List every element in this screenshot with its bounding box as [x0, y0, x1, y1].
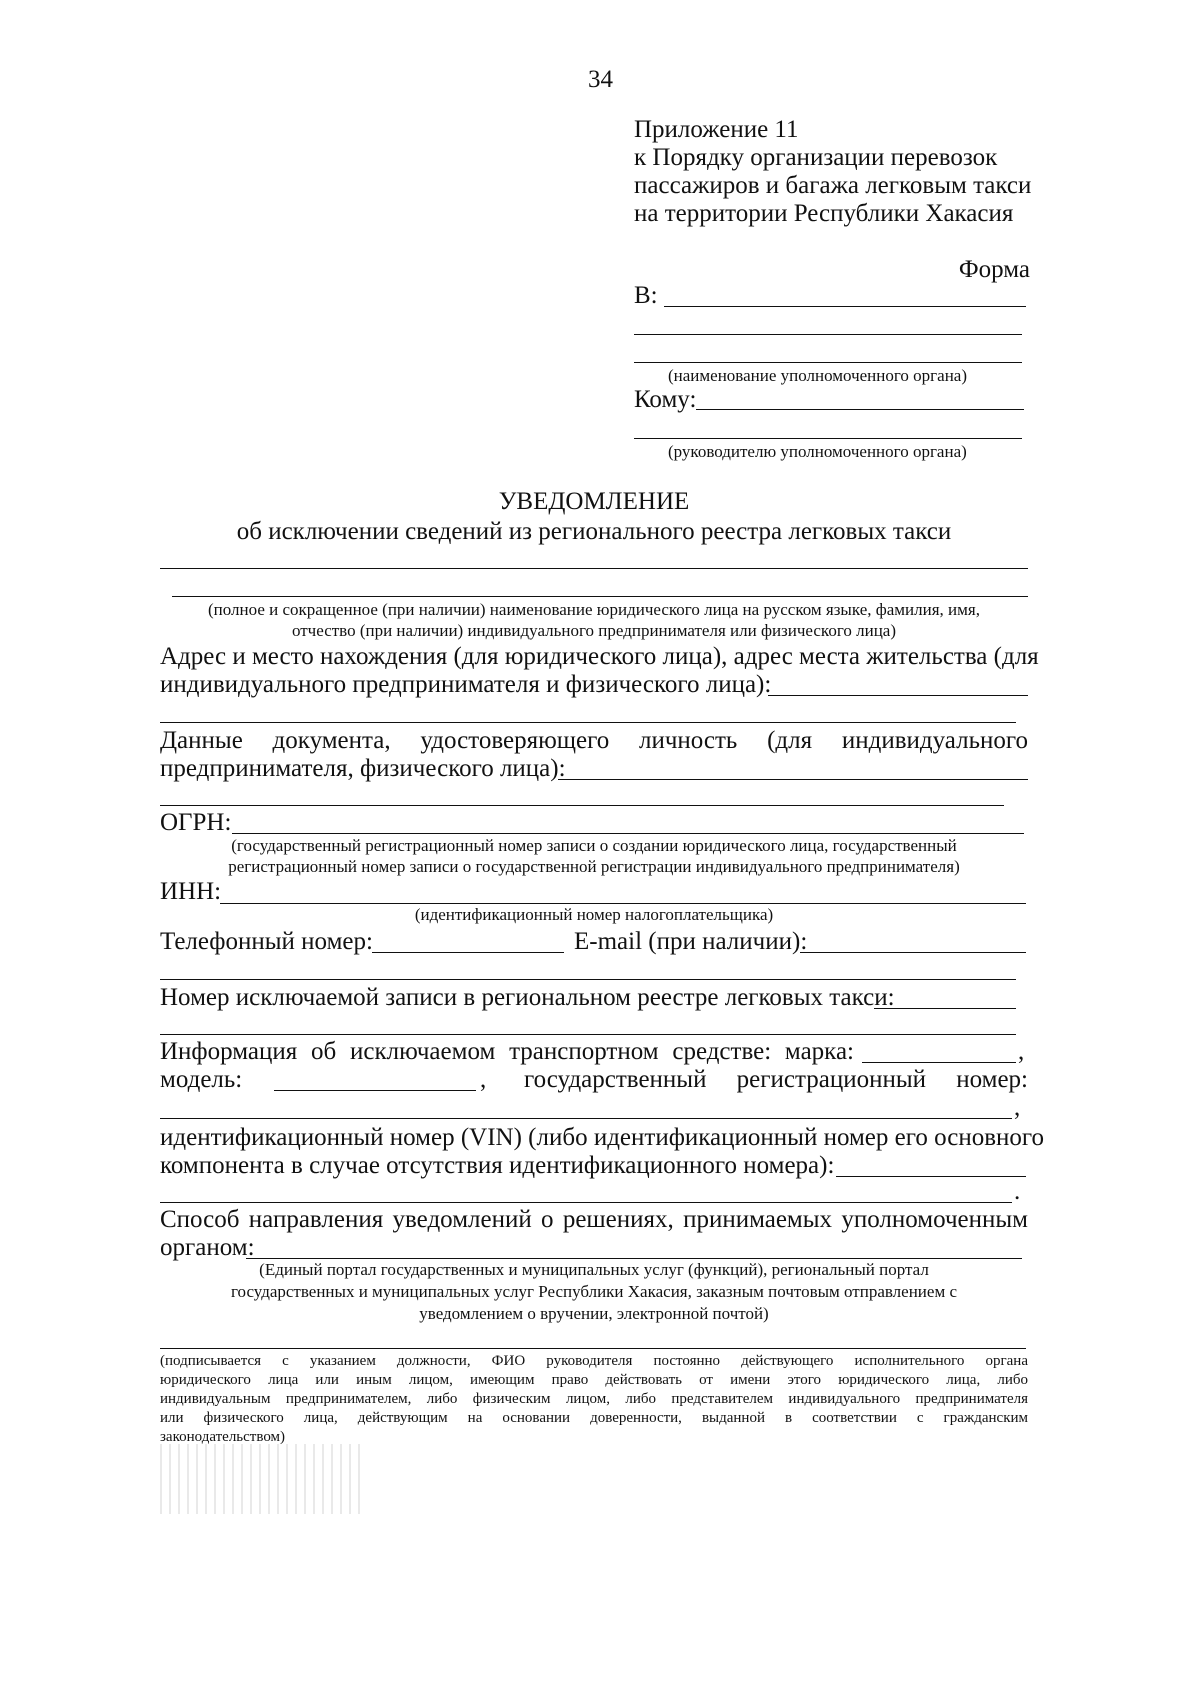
signature-note — [160, 1352, 1028, 1447]
delivery-field-line[interactable] — [246, 1258, 1022, 1259]
delivery-caption-3: уведомлением о вручении, электронной почтой) — [419, 1304, 769, 1323]
vin-field-line[interactable] — [836, 1176, 1026, 1177]
address-line-2: индивидуального предпринимателя и физического лица): — [160, 671, 772, 698]
phone-field-line[interactable] — [372, 952, 564, 953]
document-title: УВЕДОМЛЕНИЕ — [498, 488, 690, 515]
vehicle-model-field-line[interactable] — [274, 1090, 476, 1091]
document-subtitle: об исключении сведений из регионального реестра легковых такси — [236, 518, 952, 545]
form-label: Форма — [958, 256, 1030, 283]
signature-note-line-4: или физического лица, действующим на основании доверенности, выданной в соответствии с гражданским — [160, 1410, 1028, 1426]
delivery-caption-1: (Единый портал государственных и муниципальных услуг (функций), региональный портал — [259, 1260, 929, 1279]
inn-field-line[interactable] — [220, 903, 1026, 904]
applicant-field-line[interactable] — [160, 568, 1028, 569]
appendix-line-2: к Порядку организации перевозок — [634, 144, 998, 171]
signature-note-line-2: юридического лица или иным лицом, имеющим право действовать от имени этого юридического лица, либо — [160, 1372, 1028, 1388]
authority-caption: (наименование уполномоченного органа) — [668, 366, 968, 385]
address-field-line-2[interactable] — [160, 722, 1016, 723]
vehicle-reg-number-comma: , — [1014, 1094, 1021, 1121]
vin-line-2: компонента в случае отсутствия идентификационного номера): — [160, 1152, 835, 1179]
address-field-line[interactable] — [768, 695, 1028, 696]
appendix-line-3: пассажиров и багажа легковым такси — [634, 172, 1032, 199]
applicant-caption-1: (полное и сокращенное (при наличии) наименование юридического лица на русском языке, фамилия, имя, — [208, 600, 980, 619]
delivery-line-1: Способ направления уведомлений о решениях, принимаемых уполномоченным — [160, 1206, 1028, 1233]
page-number: 34 — [588, 66, 613, 93]
email-field-line[interactable] — [800, 952, 1026, 953]
whom-label: Кому: — [634, 386, 697, 413]
delivery-line-2: органом: — [160, 1234, 255, 1261]
signature-note-line-3: индивидуальным предпринимателем, либо физическим лицом, либо представителем индивидуального предпринимателя — [160, 1391, 1028, 1407]
record-number-field-line-2[interactable] — [160, 1034, 1016, 1035]
ogrn-field-line[interactable] — [232, 833, 1024, 834]
vin-line-1: идентификационный номер (VIN) (либо идентификационный номер его основного — [160, 1124, 1045, 1151]
identity-doc-field-line-2[interactable] — [160, 805, 1004, 806]
ogrn-caption-2: регистрационный номер записи о государственной регистрации индивидуального предпринимателя) — [228, 857, 960, 876]
vehicle-brand-field-line[interactable] — [862, 1062, 1016, 1063]
vehicle-line-1: Информация об исключаемом транспортном средстве: марка: — [160, 1038, 854, 1065]
record-number-field-line[interactable] — [874, 1008, 1016, 1009]
applicant-caption-2: отчество (при наличии) индивидуального предпринимателя или физического лица) — [291, 621, 897, 640]
identity-doc-line-2: предпринимателя, физического лица): — [160, 755, 566, 782]
to-field-line-3[interactable] — [634, 362, 1022, 363]
identity-doc-line-1: Данные документа, удостоверяющего личность (для индивидуального — [160, 727, 1028, 754]
whom-field-line[interactable] — [696, 409, 1024, 410]
record-number-label: Номер исключаемой записи в региональном реестре легковых такси: — [160, 984, 895, 1011]
vehicle-model-comma: , — [480, 1066, 487, 1093]
vehicle-reg-number-label: государственный регистрационный номер: — [524, 1066, 1028, 1093]
scan-artifact — [160, 1444, 360, 1514]
appendix-line-1: Приложение 11 — [634, 116, 799, 143]
to-label: В: — [634, 282, 658, 309]
contacts-field-line-2[interactable] — [160, 979, 1016, 980]
address-line-1: Адрес и место нахождения (для юридического лица), адрес места жительства (для — [160, 643, 1039, 670]
whom-field-line-2[interactable] — [634, 438, 1022, 439]
vehicle-reg-number-field-line[interactable] — [160, 1118, 1012, 1119]
to-field-line-2[interactable] — [634, 334, 1022, 335]
head-caption: (руководителю уполномоченного органа) — [668, 442, 967, 461]
delivery-caption-2: государственных и муниципальных услуг Республики Хакасия, заказным почтовым отправлением с — [230, 1282, 958, 1301]
signature-note-line-1: (подписывается с указанием должности, ФИО руководителя постоянно действующего исполнительного органа — [160, 1353, 1028, 1369]
appendix-line-4: на территории Республики Хакасия — [634, 200, 1014, 227]
vehicle-brand-comma: , — [1018, 1038, 1025, 1065]
applicant-field-line-2[interactable] — [172, 596, 1028, 597]
ogrn-label: ОГРН: — [160, 809, 232, 836]
vehicle-model-label: модель: — [160, 1066, 243, 1093]
inn-label: ИНН: — [160, 878, 222, 905]
vin-period: . — [1014, 1178, 1021, 1205]
signature-note-line-5: законодательством) — [160, 1429, 286, 1445]
signature-field-line[interactable] — [160, 1348, 1026, 1349]
phone-label: Телефонный номер: — [160, 928, 373, 955]
ogrn-caption-1: (государственный регистрационный номер записи о создании юридического лица, государственный — [231, 836, 957, 855]
vin-field-line-2[interactable] — [160, 1202, 1012, 1203]
identity-doc-field-line[interactable] — [558, 779, 1028, 780]
inn-caption: (идентификационный номер налогоплательщика) — [414, 905, 774, 924]
email-label: E-mail (при наличии): — [574, 928, 808, 955]
to-field-line[interactable] — [664, 306, 1026, 307]
appendix-block — [634, 116, 1031, 228]
